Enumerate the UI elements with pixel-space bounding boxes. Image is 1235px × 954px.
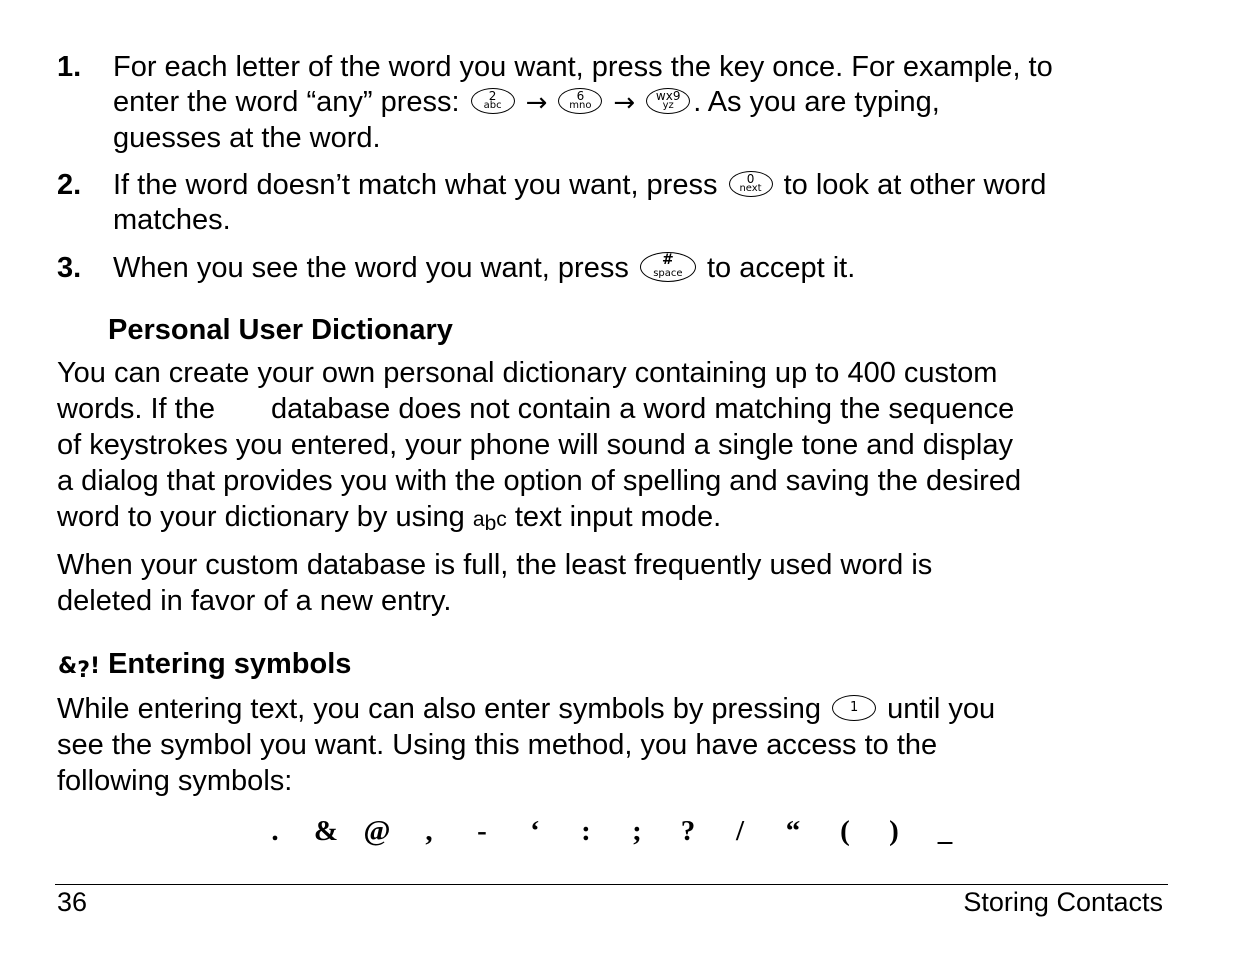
symbols-paragraph: While entering text, you can also enter symbols by pressing 1 until you see the symbol you want. Using this method, you have access to the following symbols: <box>57 693 996 797</box>
section-name: Storing Contacts <box>963 887 1163 917</box>
page-number: 36 <box>57 887 88 917</box>
symbol-item: @ <box>363 815 391 847</box>
symbol-list <box>255 815 985 851</box>
symbol-item: ) <box>889 815 899 847</box>
step-text: When you see the word you want, press # space to accept it. <box>113 252 856 284</box>
symbol-item: : <box>581 815 591 847</box>
dictionary-paragraph-2: When your custom database is full, the least frequently used word is deleted in favor of a new entry. <box>57 549 933 617</box>
abc-mode-icon: abc <box>472 508 507 535</box>
arrow-right-icon: → <box>613 88 636 118</box>
symbol-item: & <box>313 815 339 847</box>
step-text: For each letter of the word you want, press the key once. For example, to <box>113 51 1053 83</box>
symbol-item: - <box>477 815 487 847</box>
arrow-right-icon: → <box>525 88 548 118</box>
footer-divider <box>55 884 1168 885</box>
step-text-line3: guesses at the word. <box>113 122 381 154</box>
symbol-item: ( <box>840 815 850 847</box>
symbols-mode-icon: &?! <box>58 654 100 683</box>
symbol-item: . <box>271 815 279 847</box>
symbol-item: “ <box>785 815 801 847</box>
step-text: If the word doesn’t match what you want, press 0 next to look at other word <box>113 169 1047 201</box>
step-number: 2. <box>57 169 82 201</box>
symbol-item: _ <box>937 815 953 847</box>
symbol-item: / <box>735 815 745 847</box>
key-pound-space-icon: # space <box>640 252 696 282</box>
step-number: 3. <box>57 252 82 284</box>
step-text-line2: matches. <box>113 204 231 236</box>
step-text-line2: enter the word “any” press: 2 abc → 6 mno → wx9 yz . As you are typing, <box>113 85 1163 121</box>
symbol-item: ? <box>680 815 696 847</box>
symbol-item: ; <box>632 815 642 847</box>
key-2-abc-icon: 2 abc <box>471 88 515 114</box>
symbol-item: , <box>425 815 433 847</box>
key-6-mno-icon: 6 mno <box>558 88 602 114</box>
key-0-next-icon: 0 next <box>729 171 773 197</box>
symbol-item: ‘ <box>530 815 540 847</box>
dictionary-paragraph-1: You can create your own personal dictionary containing up to 400 custom words. If the database does not contain a word matching the sequence of keystrokes you entered, your phone will sound a single tone and display a dialog that provides you with the option of spelling and saving the desired word to your dictionary by using abc text input mode. <box>57 357 1022 535</box>
step-number: 1. <box>57 51 82 83</box>
section-heading-dictionary: Personal User Dictionary <box>108 314 453 346</box>
key-1-icon: 1 <box>832 695 876 721</box>
key-9-wxyz-icon: wx9 yz <box>646 88 690 114</box>
section-heading-symbols: &?! Entering symbols <box>58 648 352 683</box>
